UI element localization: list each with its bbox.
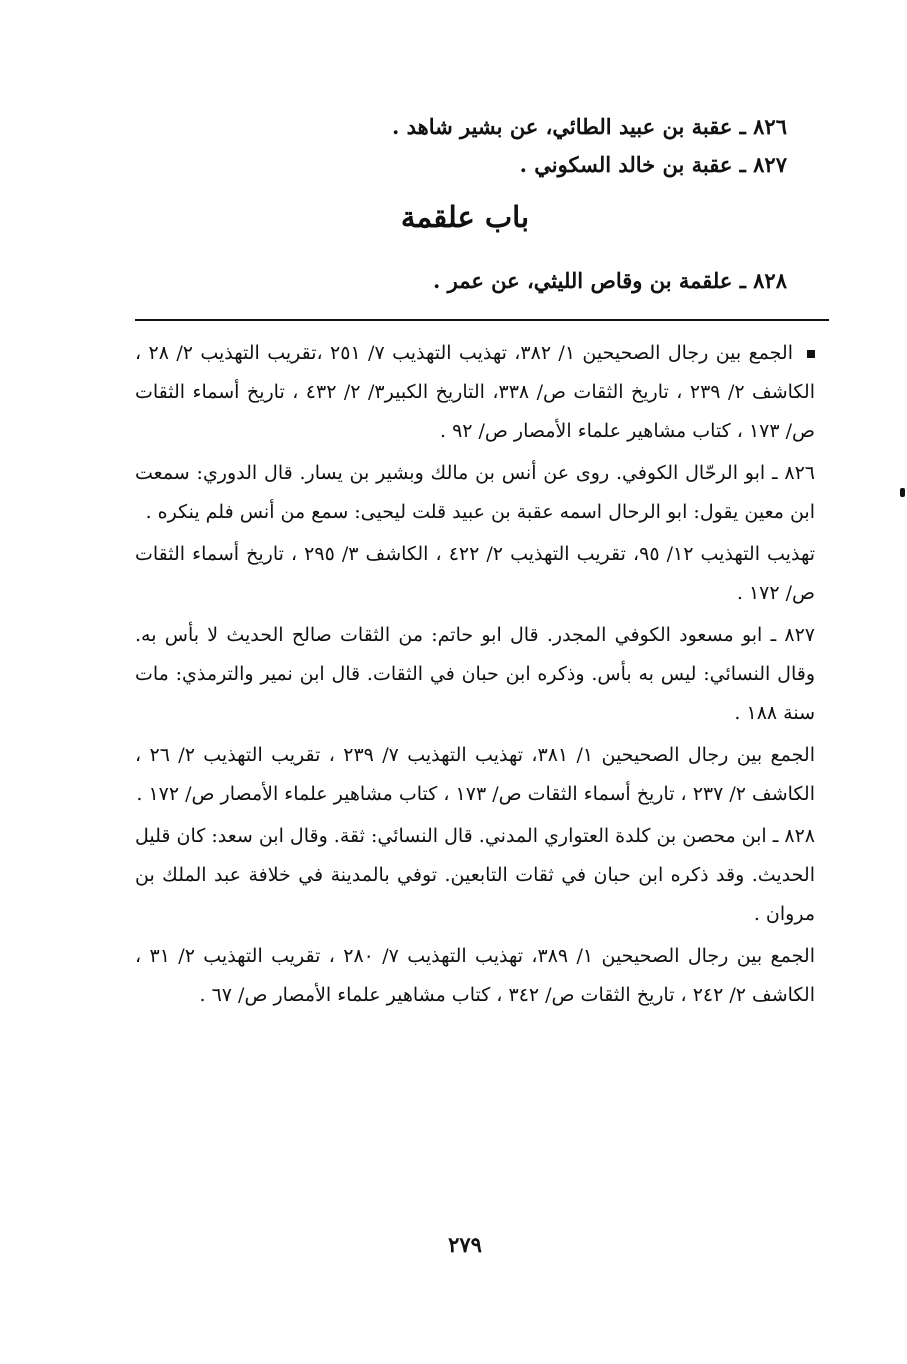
footnote-826-refs: تهذيب التهذيب ١٢/ ٩٥، تقريب التهذيب ٢/ ٤٢٢ ، الكاشف ٣/ ٢٩٥ ، تاريخ أسماء الثقات ص/ ١٧٢ . <box>135 543 815 604</box>
entry-827: ٨٢٧ ـ عقبة بن خالد السكوني . <box>519 152 787 177</box>
footnote-828: ٨٢٨ ـ ابن محصن بن كلدة العتواري المدني. قال النسائي: ثقة. وقال ابن سعد: كان قليل الحديث. وقد ذكره ابن حبان في ثقات التابعين. توفي بالمدينة في خلافة عبد الملك بن مروان . <box>134 825 815 925</box>
footnote-text: الجمع بين رجال الصحيحين ١/ ٣٨٢، تهذيب التهذيب ٧/ ٢٥١ ،تقريب التهذيب ٢/ ٢٨ ، الكاشف ٢/ ٢٣٩ ، تاريخ الثقات ص/ ٣٣٨، التاريخ الكبير٣/ ٢/ ٤٣٢ ، تاريخ أسماء الثقات ص/ ١٧٣ ، كتاب مشاهير علماء الأمصار ص/ ٩٢ . <box>135 342 815 442</box>
footnote-divider <box>135 319 829 321</box>
bullet-icon <box>807 350 815 358</box>
main-entries <box>287 108 787 184</box>
ink-speck <box>900 488 905 497</box>
footnotes <box>135 334 815 1018</box>
footnote-general <box>135 334 815 451</box>
page-number: ٢٧٩ <box>448 1232 482 1257</box>
footnote-827: ٨٢٧ ـ ابو مسعود الكوفي المجدر. قال ابو حاتم: من الثقات صالح الحديث لا بأس به. وقال النسائي: ليس به بأس. وذكره ابن حبان في الثقات. قال ابن نمير والترمذي: مات سنة ١٨٨ . <box>135 624 815 724</box>
footnote-827-refs: الجمع بين رجال الصحيحين ١/ ٣٨١، تهذيب التهذيب ٧/ ٢٣٩ ، تقريب التهذيب ٢/ ٢٦ ، الكاشف ٢/ ٢٣٧ ، تاريخ أسماء الثقات ص/ ١٧٣ ، كتاب مشاهير علماء الأمصار ص/ ١٧٢ . <box>135 744 815 805</box>
chapter-heading: باب علقمة <box>400 200 530 234</box>
footnote-828-refs: الجمع بين رجال الصحيحين ١/ ٣٨٩، تهذيب التهذيب ٧/ ٢٨٠ ، تقريب التهذيب ٢/ ٣١ ، الكاشف ٢/ ٢٤٢ ، تاريخ الثقات ص/ ٣٤٢ ، كتاب مشاهير علماء الأمصار ص/ ٦٧ . <box>135 945 815 1006</box>
entry-826: ٨٢٦ ـ عقبة بن عبيد الطائي، عن بشير شاهد . <box>391 114 787 139</box>
entry-828: ٨٢٨ ـ علقمة بن وقاص الليثي، عن عمر . <box>432 268 787 293</box>
footnote-826: ٨٢٦ ـ ابو الرحّال الكوفي. روى عن أنس بن مالك وبشير بن يسار. قال الدوري: سمعت ابن معين يقول: ابو الرحال اسمه عقبة بن عبيد قلت ليحيى: سمع من أنس فلم ينكره . <box>135 462 815 523</box>
